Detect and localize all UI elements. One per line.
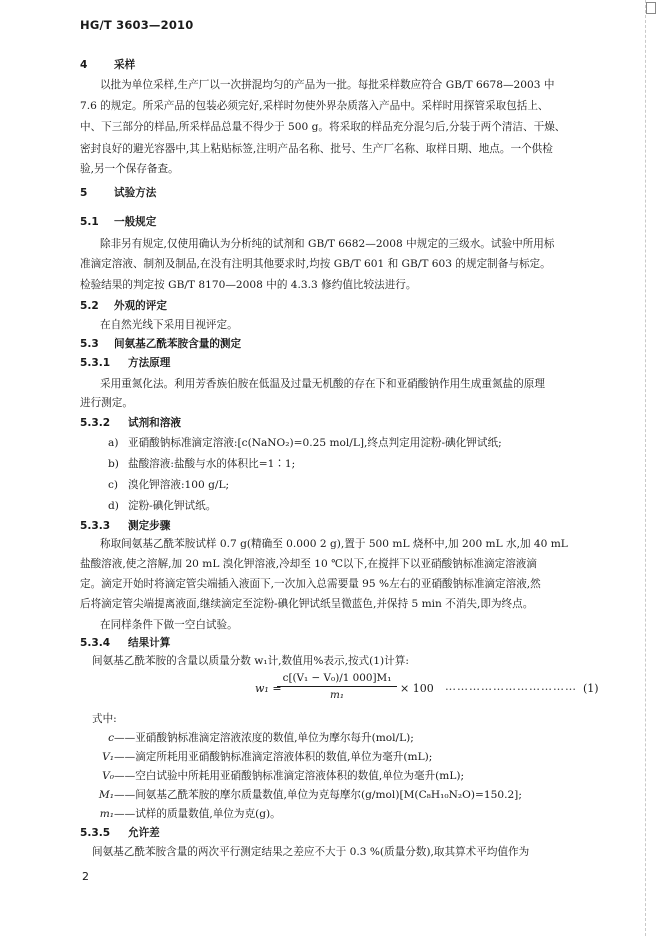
- equation-denominator: m₁: [329, 689, 345, 701]
- section-5-3-heading: 5.3 间氨基乙酰苯胺含量的测定: [80, 338, 242, 350]
- equation-leader-dots: ……………………………: [445, 680, 577, 693]
- section-5-3-3-heading: 5.3.3 测定步骤: [80, 520, 171, 532]
- sec534-intro: 间氨基乙酰苯胺的含量以质量分数 w₁计,数值用%表示,按式(1)计算:: [92, 655, 409, 667]
- section-5-3-2-heading: 5.3.2 试剂和溶液: [80, 417, 181, 429]
- sec4-line-4: 密封良好的避光容器中,其上粘贴标签,注明产品名称、批号、生产厂名称、取样日期、地点。一个供检: [80, 143, 553, 155]
- equation-lhs: w₁ =: [255, 682, 282, 695]
- page-number: 2: [82, 870, 89, 883]
- equation-multiplier: × 100: [400, 682, 434, 695]
- scan-edge: [645, 0, 656, 936]
- reagent-item-d: d) 淀粉-碘化钾试纸。: [108, 500, 217, 512]
- section-4-heading: 4 采样: [80, 59, 136, 71]
- sec4-line-2: 7.6 的规定。所采产品的包装必须完好,采样时勿使外界杂质落入产品中。采样时用探管采取包括上、: [80, 100, 549, 112]
- def-m1-mass: m₁——试样的质量数值,单位为克(g)。: [99, 808, 281, 820]
- section-5-3-1-heading: 5.3.1 方法原理: [80, 357, 171, 369]
- sec533-line-2: 盐酸溶液,使之溶解,加 20 mL 溴化钾溶液,冷却至 10 ℃以下,在搅拌下以亚硝酸钠标准滴定溶液滴: [80, 558, 537, 570]
- equation-fraction: [277, 672, 397, 701]
- sec533-line-4: 后将滴定管尖端提离液面,继续滴定至淀粉-碘化钾试纸呈微蓝色,并保持 5 min 不消失,即为终点。: [80, 598, 534, 610]
- equation-1: [255, 672, 599, 712]
- sec535-text: 间氨基乙酰苯胺含量的两次平行测定结果之差应不大于 0.3 %(质量分数),取其算术平均值作为: [92, 846, 530, 858]
- section-5-heading: 5 试验方法: [80, 187, 157, 199]
- reagent-item-c: c) 溴化钾溶液:100 g/L;: [108, 479, 230, 491]
- reagent-item-a: a) 亚硝酸钠标准滴定溶液:[c(NaNO₂)=0.25 mol/L],终点判定用淀粉-碘化钾试纸;: [108, 437, 502, 449]
- where-label: 式中:: [92, 713, 117, 725]
- sec51-line-3: 检验结果的判定按 GB/T 8170—2008 中的 4.3.3 修约值比较法进行。: [80, 279, 417, 291]
- reagent-item-b: b) 盐酸溶液:盐酸与水的体积比=1∶1;: [108, 458, 296, 470]
- sec531-line-2: 进行测定。: [80, 397, 133, 409]
- def-c: c——亚硝酸钠标准滴定溶液浓度的数值,单位为摩尔每升(mol/L);: [108, 732, 414, 744]
- section-5-3-4-heading: 5.3.4 结果计算: [80, 637, 171, 649]
- sec4-line-3: 中、下三部分的样品,所采样品总量不得少于 500 g。将采取的样品充分混匀后,分装于两个清洁、干燥、: [80, 121, 566, 133]
- sec533-line-1: 称取间氨基乙酰苯胺试样 0.7 g(精确至 0.000 2 g),置于 500 mL 烧杯中,加 200 mL 水,加 40 mL: [100, 538, 568, 550]
- section-5-2-heading: 5.2 外观的评定: [80, 300, 167, 312]
- sec531-line-1: 采用重氮化法。利用芳香族伯胺在低温及过量无机酸的存在下和亚硝酸钠作用生成重氮盐的原理: [100, 378, 545, 390]
- sec4-line-1: 以批为单位采样,生产厂以一次拼混均匀的产品为一批。每批采样数应符合 GB/T 6678—2003 中: [100, 79, 555, 91]
- section-5-1-heading: 5.1 一般规定: [80, 216, 157, 228]
- sec51-line-1: 除非另有规定,仅使用确认为分析纯的试剂和 GB/T 6682—2008 中规定的三级水。试验中所用标: [100, 238, 555, 250]
- sec533-line-3: 定。滴定开始时将滴定管尖端插入液面下,一次加入总需要量 95 %左右的亚硝酸钠标准滴定溶液,然: [80, 578, 541, 590]
- sec4-line-5: 验,另一个保存备查。: [80, 163, 179, 175]
- sec52-text: 在自然光线下采用目视评定。: [100, 319, 238, 331]
- sec51-line-2: 准滴定溶液、制剂及制品,在没有注明其他要求时,均按 GB/T 601 和 GB/T 603 的规定制备与标定。: [80, 258, 551, 270]
- def-m1-molar: M₁——间氨基乙酰苯胺的摩尔质量数值,单位为克每摩尔(g/mol)[M(C₈H₁₀N₂O)=150.2];: [98, 789, 522, 801]
- equation-number: (1): [583, 682, 599, 695]
- sec533-blank: 在同样条件下做一空白试验。: [100, 619, 238, 631]
- equation-numerator: c[(V₁ − V₀)/1 000]M₁: [277, 672, 397, 687]
- def-v1: V₁——滴定所耗用亚硝酸钠标准滴定溶液体积的数值,单位为毫升(mL);: [102, 751, 433, 763]
- standard-id-header: HG/T 3603—2010: [80, 18, 194, 32]
- section-5-3-5-heading: 5.3.5 允许差: [80, 827, 160, 839]
- def-v0: V₀——空白试验中所耗用亚硝酸钠标准滴定溶液体积的数值,单位为毫升(mL);: [102, 770, 465, 782]
- corner-mark: [646, 2, 656, 14]
